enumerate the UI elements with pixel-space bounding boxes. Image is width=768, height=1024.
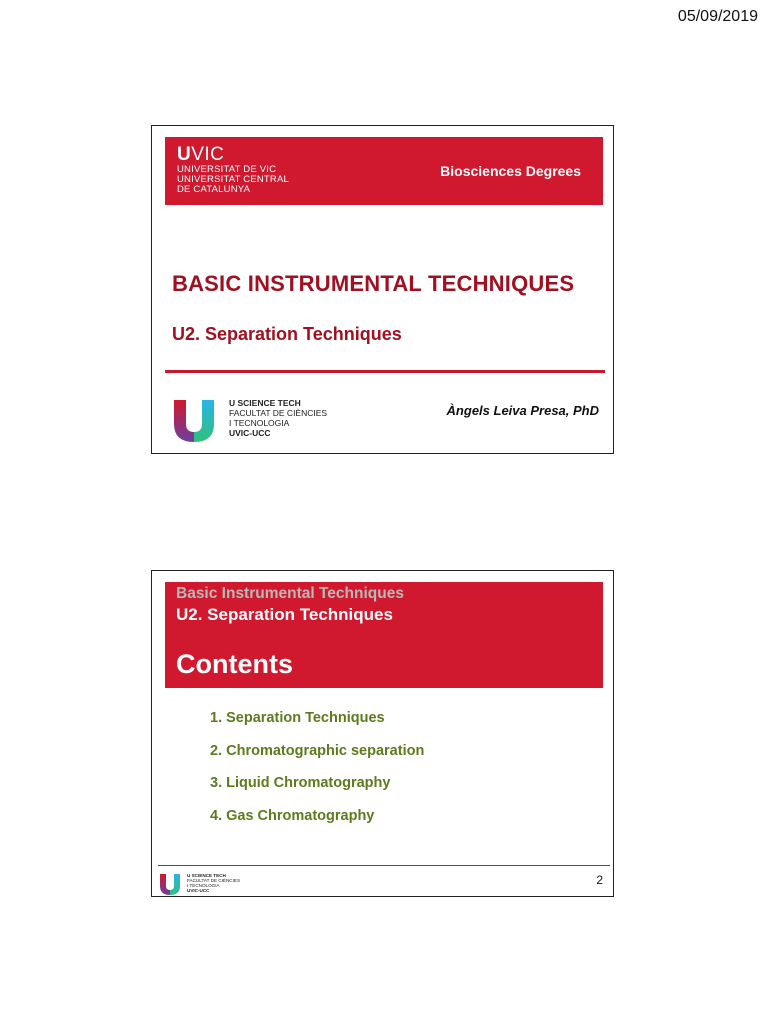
faculty-logo-line: FACULTAT DE CIÈNCIES <box>187 878 241 883</box>
uvic-logo-line: DE CATALUNYA <box>177 184 251 195</box>
uvic-logo-line: UNIVERSITAT DE VIC <box>177 164 277 175</box>
faculty-logo-line: FACULTAT DE CIÈNCIES <box>229 408 328 418</box>
uvic-header-banner <box>165 137 603 205</box>
uvic-logo <box>177 145 289 195</box>
title-slide <box>151 125 614 454</box>
contents-item: 4. Gas Chromatography <box>210 807 375 824</box>
contents-item: 3. Liquid Chromatography <box>210 775 391 791</box>
faculty-logo-line: UVIC-UCC <box>187 888 210 893</box>
course-title: Basic Instrumental Techniques <box>176 585 404 602</box>
divider-line <box>165 370 605 373</box>
slide-page-number: 2 <box>596 873 603 887</box>
faculty-logo-line: U SCIENCE TECH <box>187 873 226 878</box>
science-tech-u-icon <box>172 398 216 442</box>
author-name: Àngels Leiva Presa, PhD <box>446 403 599 418</box>
science-tech-u-icon <box>159 873 181 895</box>
slide-subtitle: U2. Separation Techniques <box>172 324 402 344</box>
contents-slide <box>151 570 614 897</box>
contents-item: 2. Chromatographic separation <box>210 742 425 759</box>
slide-title: BASIC INSTRUMENTAL TECHNIQUES <box>172 271 575 296</box>
footer-divider-line <box>158 865 610 866</box>
uvic-u-mark: U <box>177 144 192 165</box>
faculty-logo-line: I TECNOLOGIA <box>229 418 290 428</box>
faculty-logo-line: I TECNOLOGIA <box>187 883 220 888</box>
biosciences-degrees-label: Biosciences Degrees <box>440 163 581 179</box>
page-date: 05/09/2019 <box>677 8 758 25</box>
uvic-logo-word: VIC <box>191 144 225 165</box>
uvic-logo-line: UNIVERSITAT CENTRAL <box>177 174 290 185</box>
contents-header-banner <box>165 582 603 688</box>
faculty-logo-line: UVIC-UCC <box>229 428 271 438</box>
contents-list <box>210 710 424 840</box>
unit-title: U2. Separation Techniques <box>176 605 393 624</box>
faculty-logo-line: U SCIENCE TECH <box>229 398 301 408</box>
contents-item: 1. Separation Techniques <box>210 710 385 726</box>
contents-heading: Contents <box>176 649 293 679</box>
